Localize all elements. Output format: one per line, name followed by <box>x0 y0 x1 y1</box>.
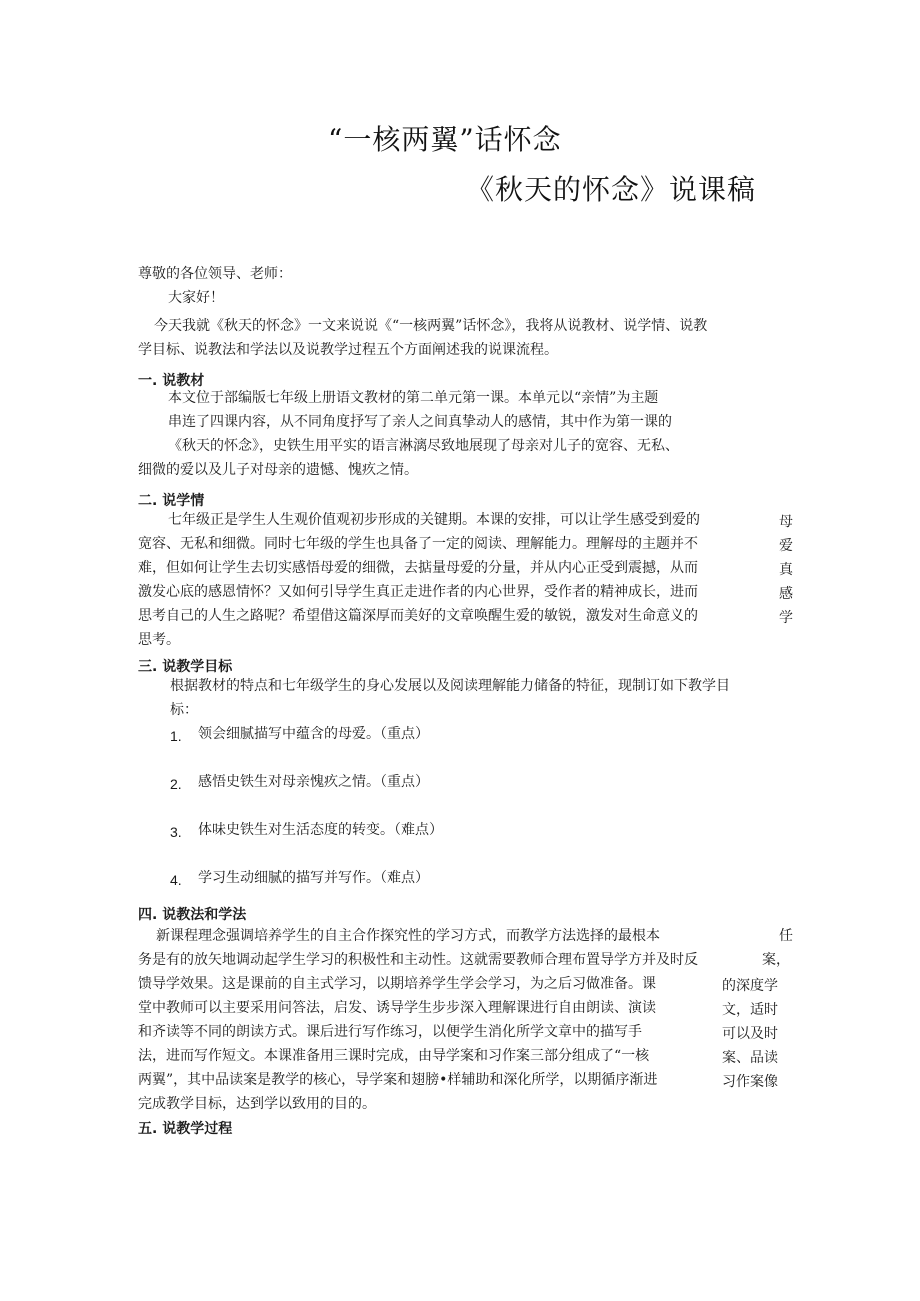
paragraph-line: 标： <box>170 702 198 718</box>
objective-number: 4. <box>170 872 182 888</box>
margin-fragment: 的深度学 <box>722 978 778 994</box>
margin-char: 爱 <box>779 538 793 554</box>
paragraph-line: 馈导学效果。这是课前的自主式学习，以期培养学生学会学习，为之后习做准备。课 <box>138 976 656 992</box>
paragraph-line: 宽容、无私和细微。同时七年级的学生也具备了一定的阅读、理解能力。理解母的主题并不 <box>138 536 698 552</box>
paragraph-line: 《秋天的怀念》，史铁生用平实的语言淋漓尽致地展现了母亲对儿子的宽容、无私、 <box>168 438 679 454</box>
margin-fragment: 可以及时 <box>722 1026 778 1042</box>
margin-fragment: 案， <box>762 952 790 968</box>
margin-char: 母 <box>779 514 793 530</box>
paragraph-line: 本文位于部编版七年级上册语文教材的第二单元第一课。本单元以“亲情”为主题 <box>168 390 659 406</box>
paragraph-line: 激发心底的感恩情怀？又如何引导学生真正走进作者的内心世界，受作者的精神成长，进而 <box>138 584 698 600</box>
paragraph-line: 七年级正是学生人生观价值观初步形成的关键期。本课的安排，可以让学生感受到爱的 <box>168 512 700 528</box>
margin-fragment: 任 <box>779 928 793 944</box>
margin-fragment: 习作案像 <box>722 1074 778 1090</box>
margin-char: 感 <box>779 586 793 602</box>
title-line-2: 《秋天的怀念》说课稿 <box>466 173 757 206</box>
paragraph-line: 细微的爱以及儿子对母亲的遗憾、愧疚之情。 <box>138 462 418 478</box>
objective-text: 感悟史铁生对母亲愧疚之情。（重点） <box>198 774 429 790</box>
margin-fragment: 文，适时 <box>722 1002 778 1018</box>
paragraph-line: 思考自己的人生之路呢？希望借这篇深厚而美好的文章唤醒生爱的敏锐，激发对生命意义的 <box>138 608 698 624</box>
paragraph-line: 难，但如何让学生去切实感悟母爱的细微，去掂量母爱的分量，并从内心正受到震撼，从而 <box>138 560 698 576</box>
paragraph-line: 法，进而写作短文。本课准备用三课时完成，由导学案和习作案三部分组成了“一核 <box>138 1048 650 1064</box>
objective-text: 学习生动细腻的描写并写作。（难点） <box>198 870 429 886</box>
intro-line: 今天我就《秋天的怀念》一文来说说《“一核两翼”话怀念》，我将从说教材、说学情、说教 <box>154 318 708 334</box>
objective-number: 1. <box>170 728 182 744</box>
paragraph-line: 和齐读等不同的朗读方式。课后进行写作练习，以便学生消化所学文章中的描写手 <box>138 1024 642 1040</box>
paragraph-line: 务是有的放矢地调动起学生学习的积极性和主动性。这就需要教师合理布置导学方并及时反 <box>138 952 698 968</box>
paragraph-line: 思考。 <box>138 632 180 648</box>
margin-char: 真 <box>779 562 793 578</box>
title-line-1: “一核两翼”话怀念 <box>328 123 562 156</box>
paragraph-line: 新课程理念强调培养学生的自主合作探究性的学习方式，而教学方法选择的最根本 <box>156 928 660 944</box>
intro-line: 学目标、说教法和学法以及说教学过程五个方面阐述我的说课流程。 <box>138 342 558 358</box>
margin-char: 学 <box>779 610 793 626</box>
salutation: 尊敬的各位领导、老师： <box>138 266 292 282</box>
paragraph-line: 串连了四课内容，从不同角度抒写了亲人之间真挚动人的感情，其中作为第一课的 <box>168 414 672 430</box>
objective-text: 体味史铁生对生活态度的转变。（难点） <box>198 822 443 838</box>
section-heading-objectives: 三. 说教学目标 <box>138 659 233 675</box>
section-heading-textbook: 一. 说教材 <box>138 373 205 389</box>
hello: 大家好！ <box>168 290 224 306</box>
section-heading-process: 五. 说教学过程 <box>138 1121 233 1137</box>
margin-fragment: 案、品读 <box>722 1050 778 1066</box>
paragraph-line: 两翼”，其中品读案是教学的核心，导学案和翅膀•样辅助和深化所学，以期循序渐进 <box>138 1072 658 1088</box>
section-heading-students: 二. 说学情 <box>138 493 205 509</box>
section-heading-methods: 四. 说教法和学法 <box>138 907 247 923</box>
objective-number: 2. <box>170 776 182 792</box>
paragraph-line: 根据教材的特点和七年级学生的身心发展以及阅读理解能力储备的特征，现制订如下教学目 <box>170 678 730 694</box>
objective-number: 3. <box>170 824 182 840</box>
paragraph-line: 堂中教师可以主要采用问答法，启发、诱导学生步步深入理解课进行自由朗读、演读 <box>138 1000 656 1016</box>
objective-text: 领会细腻描写中蕴含的母爱。（重点） <box>198 726 429 742</box>
paragraph-line: 完成教学目标，达到学以致用的目的。 <box>138 1096 376 1112</box>
